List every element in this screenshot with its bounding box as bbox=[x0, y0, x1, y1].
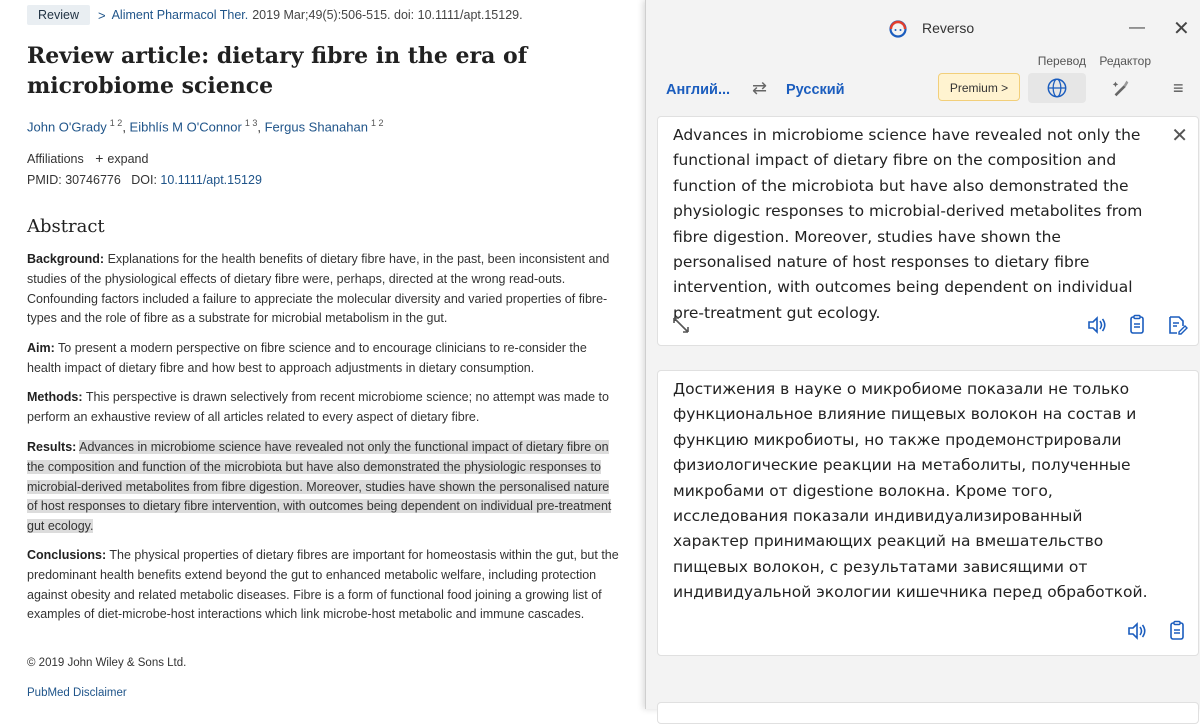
close-icon[interactable]: ✕ bbox=[1173, 18, 1190, 40]
tab-translate[interactable]: Перевод bbox=[1037, 54, 1086, 68]
authors-list: John O'Grady $^{1 2}$, Eibhlís M O'Connor $^{1 3}$, Fergus Shanahan $^{1 2}$ bbox=[27, 118, 384, 135]
background-text: Explanations for the health benefits of dietary fibre have, in the past, been inconsistent and studies of the physiological effects of dietary fibre were, perhaps, directed at the wrong read-outs. Confounding factors included a failure to appreciate the molecular diversity and varied properties of fibre-types and the role of fibre as a substrate for microbial metabolism in the gut. bbox=[27, 252, 610, 326]
translation-text[interactable]: Достижения в науке о микробиоме показали не только функциональное влияние пищевых волокон на состав и функцию микробиоты, но также продемонстрировали физиологические реакции на метаболиты, полученные микробами от digestione волокна. Кроме того, исследования показали индивидуализированный характер принимающих реакций на вмешательство пищевых волокон, с результатами зависящими от индивидуальной экологии кишечника перед обработкой. bbox=[673, 380, 1148, 602]
article-title: Review article: dietary fibre in the era of microbiome science bbox=[27, 43, 528, 99]
citation-bar bbox=[27, 4, 523, 26]
doi-link[interactable]: 10.1111/apt.15129 bbox=[160, 173, 262, 187]
methods-text: This perspective is drawn selectively from recent microbiome science; no attempt was made to perform an exhaustive review of all articles related to every aspect of dietary fibre. bbox=[27, 390, 609, 424]
aim-label: Aim: bbox=[27, 341, 55, 355]
abstract-aim bbox=[27, 339, 622, 379]
additional-results-panel bbox=[657, 702, 1199, 724]
menu-icon[interactable]: ≡ bbox=[1173, 78, 1184, 98]
citation-details: 2019 Mar;49(5):506-515. doi: 10.1111/apt.15129. bbox=[252, 8, 523, 22]
author-link[interactable]: Fergus Shanahan bbox=[264, 119, 368, 135]
tab-editor[interactable]: Редактор bbox=[1099, 54, 1151, 68]
affiliations-label: Affiliations bbox=[27, 152, 84, 166]
journal-link[interactable]: Aliment Pharmacol Ther. bbox=[111, 8, 249, 22]
abstract-results bbox=[27, 438, 622, 537]
results-label: Results: bbox=[27, 440, 77, 454]
affiliations-row bbox=[27, 150, 148, 166]
doi-label: DOI: bbox=[131, 173, 157, 187]
window-title: Reverso bbox=[922, 20, 975, 36]
reverso-logo-icon bbox=[889, 20, 907, 38]
aim-text: To present a modern perspective on fibre science and to encourage clinicians to re-consider the health impact of dietary fibre and how best to approach adjustments in dietary consumption. bbox=[27, 341, 587, 375]
abstract-conclusions bbox=[27, 546, 622, 625]
source-language-select[interactable]: Англий... bbox=[666, 82, 731, 98]
edit-document-icon[interactable] bbox=[1166, 314, 1188, 336]
premium-button[interactable]: Premium > bbox=[938, 73, 1020, 101]
copyright-notice: © 2019 John Wiley & Sons Ltd. bbox=[27, 657, 187, 669]
magic-pen-icon bbox=[1110, 77, 1132, 99]
clear-text-icon[interactable]: ✕ bbox=[1171, 125, 1188, 147]
author-affiliation-refs[interactable]: 1 2 bbox=[370, 118, 384, 128]
expand-icon[interactable] bbox=[670, 314, 692, 336]
swap-languages-icon[interactable]: ⇄ bbox=[752, 78, 768, 98]
author-affiliation-refs[interactable]: 1 3 bbox=[244, 118, 258, 128]
globe-icon bbox=[1046, 77, 1068, 99]
identifiers-row bbox=[27, 173, 262, 187]
author-link[interactable]: Eibhlís M O'Connor bbox=[129, 119, 242, 135]
background-label: Background: bbox=[27, 252, 105, 266]
conclusions-text: The physical properties of dietary fibres are important for homeostasis within the gut, but the predominant health benefits extend beyond the gut to enhanced metabolic welfare, including protection against obesity and related metabolic diseases. Fibre is a form of functional food joining a growing list of examples of diet-microbe-host interactions which link microbe-host metabolic and immune cascades. bbox=[27, 548, 619, 622]
mode-tabs bbox=[1028, 54, 1151, 68]
copy-icon[interactable] bbox=[1126, 314, 1148, 336]
rephrase-button[interactable] bbox=[1092, 73, 1150, 103]
chevron-right-icon: > bbox=[98, 7, 106, 23]
abstract-methods bbox=[27, 388, 622, 428]
abstract-heading: Abstract bbox=[27, 216, 105, 237]
plus-icon[interactable]: + bbox=[95, 150, 104, 166]
pubmed-disclaimer-link[interactable]: PubMed Disclaimer bbox=[27, 687, 127, 699]
speaker-icon[interactable] bbox=[1126, 620, 1148, 642]
publication-type-badge: Review bbox=[27, 5, 90, 25]
translate-mode-button[interactable] bbox=[1028, 73, 1086, 103]
pmid: PMID: 30746776 bbox=[27, 173, 121, 187]
target-language-select[interactable]: Русский bbox=[786, 82, 845, 98]
reverso-window bbox=[645, 0, 1200, 709]
source-text-panel[interactable] bbox=[657, 116, 1199, 346]
minimize-icon[interactable]: — bbox=[1129, 19, 1145, 36]
author-link[interactable]: John O'Grady bbox=[27, 119, 107, 135]
abstract-background bbox=[27, 250, 622, 329]
expand-affiliations-button[interactable]: expand bbox=[107, 152, 149, 166]
copy-icon[interactable] bbox=[1166, 620, 1188, 642]
speaker-icon[interactable] bbox=[1086, 314, 1108, 336]
methods-label: Methods: bbox=[27, 390, 83, 404]
conclusions-label: Conclusions: bbox=[27, 548, 107, 562]
source-text[interactable]: Advances in microbiome science have revealed not only the functional impact of dietary fibre on the composition and function of the microbiota but have also demonstrated the physiologic responses to microbial-derived metabolites from fibre digestion. Moreover, studies have shown the personalised nature of host responses to dietary fibre intervention, with outcomes being dependent on individual pre-treatment gut ecology. bbox=[673, 126, 1143, 322]
translation-panel bbox=[657, 370, 1199, 656]
results-text-selected[interactable]: Advances in microbiome science have revealed not only the functional impact of dietary fibre on the composition and function of the microbiota but have also demonstrated the physiologic responses to microbial-derived metabolites from fibre digestion. Moreover, studies have shown the personalised nature of host responses to dietary fibre intervention, with outcomes being dependent on individual pre-treatment gut ecology. bbox=[27, 440, 612, 534]
author-affiliation-refs[interactable]: 1 2 bbox=[109, 118, 123, 128]
title-bar[interactable] bbox=[646, 10, 1200, 46]
